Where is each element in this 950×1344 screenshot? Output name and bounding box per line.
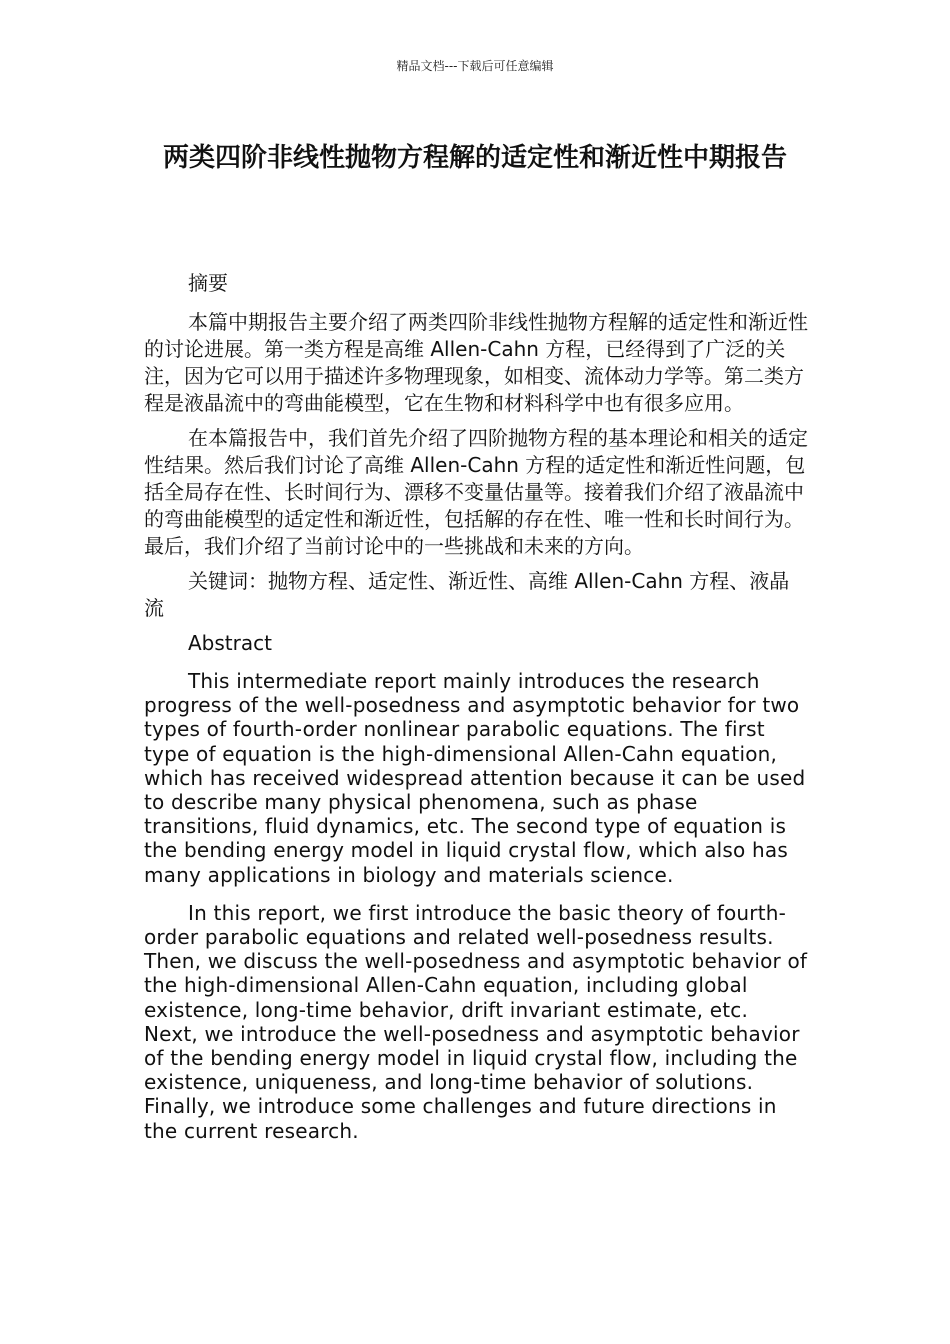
abstract-en-paragraph-1: This intermediate report mainly introduces the research progress of the well-posedness and asymptotic behavior for two types of fourth-order nonlinear parabolic equations. The first type of equation is the high-dimensional Allen-Cahn equation, which has received widespread attention because it can be used to describe many physical phenomena, such as phase transitions, fluid dynamics, etc. The second type of equation is the bending energy model in liquid crystal flow, which also has many applications in biology and materials science. [144,669,806,887]
document-body [144,270,808,1143]
document-title: 两类四阶非线性抛物方程解的适定性和渐近性中期报告 [162,143,787,173]
page-header-watermark: 精品文档---下载后可任意编辑 [396,59,554,73]
abstract-cn-paragraph-2: 在本篇报告中，我们首先介绍了四阶抛物方程的基本理论和相关的适定性结果。然后我们讨论了高维 Allen-Cahn 方程的适定性和渐近性问题，包括全局存在性、长时间行为、漂移不变量估量等。接着我们介绍了液晶流中的弯曲能模型的适定性和渐近性，包括解的存在性、唯一性和长时间行为。最后，我们介绍了当前讨论中的一些挑战和未来的方向。 [144,426,808,558]
abstract-en-heading: Abstract [188,631,272,655]
abstract-cn-paragraph-1: 本篇中期报告主要介绍了两类四阶非线性抛物方程解的适定性和渐近性的讨论进展。第一类方程是高维 Allen-Cahn 方程，已经得到了广泛的关注，因为它可以用于描述许多物理现象，如相变、流体动力学等。第二类方程是液晶流中的弯曲能模型，它在生物和材料科学中也有很多应用。 [144,310,808,415]
abstract-cn-heading: 摘要 [188,271,228,295]
abstract-en-paragraph-2: In this report, we first introduce the basic theory of fourth-order parabolic equations and related well-posedness results. Then, we discuss the well-posedness and asymptotic behavior of the high-dimensional Allen-Cahn equation, including global existence, long-time behavior, drift invariant estimate, etc. Next, we introduce the well-posedness and asymptotic behavior of the bending energy model in liquid crystal flow, including the existence, uniqueness, and long-time behavior of solutions. Finally, we introduce some challenges and future directions in the current research. [144,900,808,1143]
keywords-cn: 关键词：抛物方程、适定性、渐近性、高维 Allen-Cahn 方程、液晶流 [144,569,790,620]
